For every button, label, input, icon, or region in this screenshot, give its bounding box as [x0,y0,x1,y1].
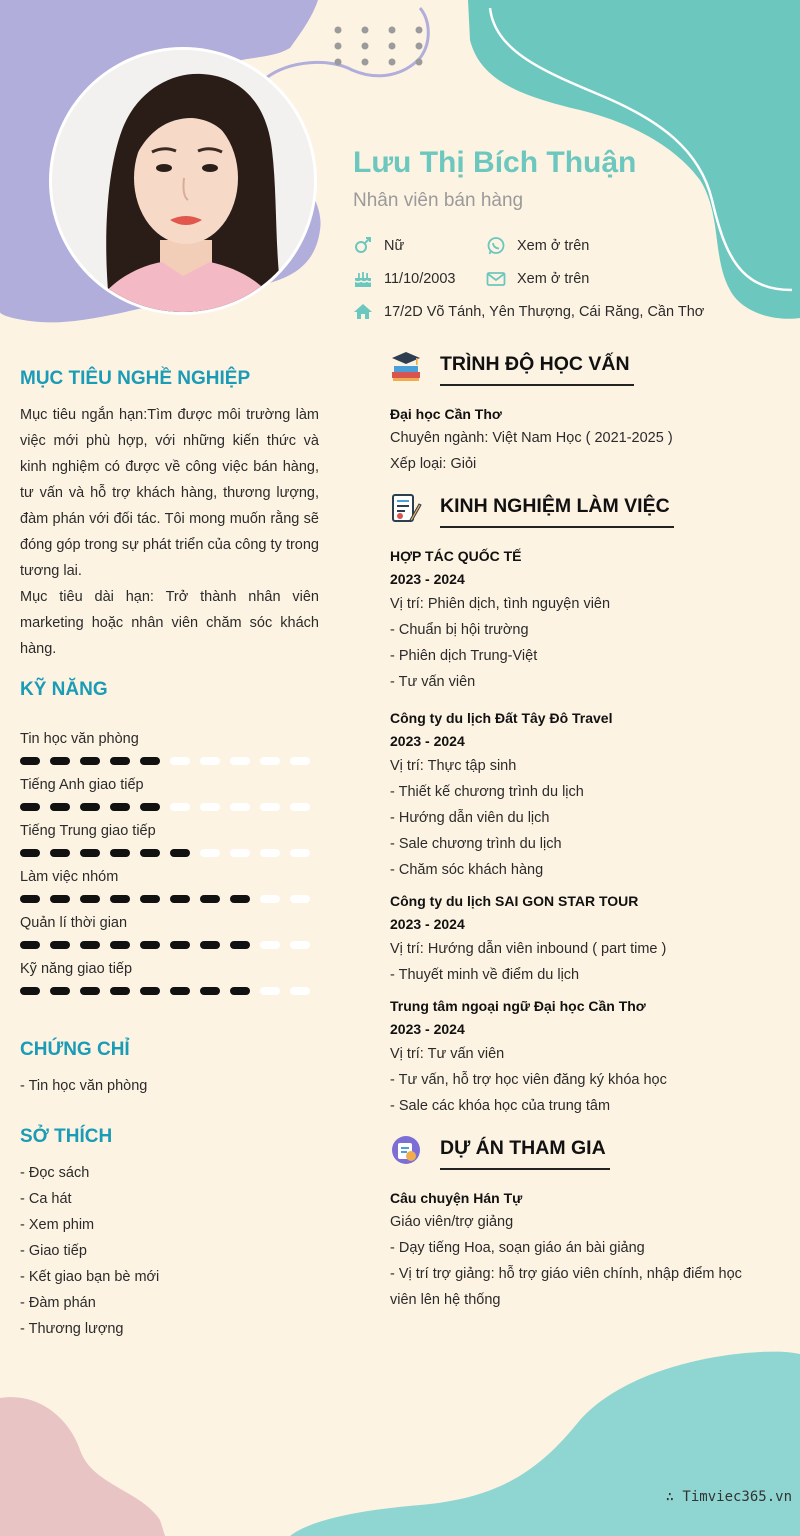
job-line: - Thuyết minh về điểm du lịch [390,967,580,983]
skill-dash-filled [140,849,160,857]
certificates-title: CHỨNG CHỈ [20,1039,130,1060]
skill-dash-filled [80,895,100,903]
pink-blob [0,1397,165,1536]
job-line: - Chăm sóc khách hàng [390,862,544,878]
job-line: - Tư vấn, hỗ trợ học viên đăng ký khóa học [390,1072,667,1088]
job-entry [390,890,770,988]
dot-grid [335,27,423,66]
skill-dash-filled [80,941,100,949]
teal-bottom-blob [290,1352,800,1536]
skill-dash-filled [50,987,70,995]
skill-level-bar [20,849,320,857]
skill-dash-filled [110,757,130,765]
skill-dash-empty [260,987,280,995]
projects-title: DỰ ÁN THAM GIA [440,1134,610,1170]
education-heading [390,350,634,386]
skill-dash-filled [170,849,190,857]
skill-dash-empty [260,895,280,903]
hobby-item: - Đọc sách [20,1165,90,1181]
job-line: Vị trí: Hướng dẫn viên inbound ( part time ) [390,941,667,957]
skill-dash-filled [110,895,130,903]
document-pen-icon [390,492,422,524]
skill-dash-empty [200,757,220,765]
watermark: ∴ Timviec365.vn [665,1489,792,1505]
job-line: Vị trí: Phiên dịch, tình nguyện viên [390,596,611,612]
skill-label: Tiếng Trung giao tiếp [20,823,156,839]
hobby-item: - Xem phim [20,1217,95,1233]
skill-dash-filled [170,941,190,949]
skill-dash-filled [230,987,250,995]
job-line: Vị trí: Tư vấn viên [390,1046,505,1062]
skill-dash-empty [170,803,190,811]
education-title: TRÌNH ĐỘ HỌC VẤN [440,350,634,386]
gender-text: Nữ [384,238,405,254]
hobby-item: - Đàm phán [20,1295,96,1311]
skill-label: Tin học văn phòng [20,731,139,747]
skill-dash-filled [80,849,100,857]
skill-dash-filled [50,941,70,949]
gender-item [353,236,404,256]
job-org: HỢP TÁC QUỐC TẾ [390,548,522,564]
skill-label: Kỹ năng giao tiếp [20,961,133,977]
skill-dash-empty [290,757,310,765]
skill-dash-filled [230,895,250,903]
skills-title: KỸ NĂNG [20,679,108,700]
experience-title: KINH NGHIỆM LÀM VIỆC [440,492,674,528]
objective-short: Mục tiêu ngắn hạn:Tìm được môi trường làm việc mới phù hợp, với những kiến thức và kinh nghiệm có được về công việc bán hàng, tư vấn và hỗ trợ khách hàng, thương lượng, đàm phán với đối tác. Tôi mong muốn rằng sẽ đóng góp trong sự phát triển của công ty trong tương lai. [20,407,319,579]
skill-dash-empty [260,849,280,857]
skill-dash-filled [50,849,70,857]
skill-dash-filled [80,987,100,995]
project-name: Câu chuyện Hán Tự [390,1190,523,1206]
skill-dash-filled [140,941,160,949]
job-org: Công ty du lịch SAI GON STAR TOUR [390,893,639,909]
skill-row [20,823,320,857]
home-icon [353,302,373,322]
project-line: - Dạy tiếng Hoa, soạn giáo án bài giảng [390,1240,645,1256]
skill-dash-filled [20,849,40,857]
skill-dash-filled [110,941,130,949]
skill-dash-empty [290,803,310,811]
skill-dash-filled [20,803,40,811]
envelope-icon [486,269,506,289]
address-item [353,302,704,322]
job-years: 2023 - 2024 [390,733,465,749]
skill-level-bar [20,803,320,811]
skill-dash-filled [200,987,220,995]
skill-dash-filled [80,757,100,765]
project-folder-icon [390,1134,422,1166]
job-org: Trung tâm ngoại ngữ Đại học Cần Thơ [390,998,646,1014]
skill-dash-filled [140,757,160,765]
job-years: 2023 - 2024 [390,916,465,932]
graduation-books-icon [390,350,422,382]
hobby-item: - Ca hát [20,1191,72,1207]
skill-dash-filled [110,849,130,857]
skill-dash-empty [230,757,250,765]
skill-dash-filled [110,803,130,811]
skill-dash-empty [230,849,250,857]
skill-dash-filled [50,757,70,765]
skill-dash-filled [230,941,250,949]
skill-row [20,961,320,995]
birthday-text: 11/10/2003 [384,271,456,287]
objective-title: MỤC TIÊU NGHỀ NGHIỆP [20,368,251,389]
skill-dash-empty [260,803,280,811]
skill-dash-empty [260,757,280,765]
major-text: Chuyên ngành: Việt Nam Học ( 2021-2025 ) [390,430,673,446]
job-entry [390,707,770,883]
skill-dash-filled [20,987,40,995]
skill-dash-filled [80,803,100,811]
skill-level-bar [20,987,320,995]
skill-dash-filled [50,895,70,903]
experience-heading [390,492,674,528]
skill-dash-empty [200,803,220,811]
job-line: - Hướng dẫn viên du lịch [390,810,550,826]
job-years: 2023 - 2024 [390,1021,465,1037]
gender-icon [353,236,373,256]
skill-dash-filled [140,803,160,811]
school-name: Đại học Cần Thơ [390,406,502,422]
candidate-name: Lưu Thị Bích Thuận [353,146,637,179]
project-line: - Vị trí trợ giảng: hỗ trợ giáo viên chính, nhập điểm học viên lên hệ thống [390,1266,742,1308]
skill-dash-filled [20,757,40,765]
skill-row [20,869,320,903]
email-item [486,269,589,289]
skill-dash-filled [170,895,190,903]
certificate-item: - Tin học văn phòng [20,1078,148,1094]
job-years: 2023 - 2024 [390,571,465,587]
address-text: 17/2D Võ Tánh, Yên Thượng, Cái Răng, Cần Thơ [384,304,705,320]
skill-dash-empty [290,987,310,995]
skill-dash-empty [290,941,310,949]
birthday-cake-icon [353,269,373,289]
skill-dash-filled [20,895,40,903]
projects-heading [390,1134,610,1170]
certificates-list [20,1073,147,1099]
hobbies-title: SỞ THÍCH [20,1126,113,1147]
education-entry [390,403,770,477]
objective-long: Mục tiêu dài hạn: Trở thành nhân viên marketing hoặc nhân viên chăm sóc khách hàng. [20,589,319,657]
project-role: Giáo viên/trợ giảng [390,1214,514,1230]
objective-text [20,402,319,662]
skill-dash-empty [290,849,310,857]
job-line: - Tư vấn viên [390,674,476,690]
skill-label: Quản lí thời gian [20,915,128,931]
job-line: - Sale chương trình du lịch [390,836,562,852]
whatsapp-icon [486,236,506,256]
skill-label: Làm việc nhóm [20,869,119,885]
skill-dash-filled [170,987,190,995]
grade-text: Xếp loại: Giỏi [390,456,477,472]
skill-dash-filled [20,941,40,949]
skill-row [20,915,320,949]
skill-dash-filled [140,895,160,903]
job-entry [390,545,770,695]
skill-level-bar [20,757,320,765]
phone-text: Xem ở trên [517,238,590,254]
birthday-item [353,269,456,289]
hobby-item: - Giao tiếp [20,1243,87,1259]
hobby-item: - Kết giao bạn bè mới [20,1269,160,1285]
candidate-role: Nhân viên bán hàng [353,190,524,211]
skill-dash-empty [230,803,250,811]
skill-dash-empty [170,757,190,765]
skill-dash-empty [200,849,220,857]
job-line: - Thiết kế chương trình du lịch [390,784,584,800]
project-entry [390,1187,770,1313]
profile-photo [52,50,314,312]
job-entry [390,995,770,1119]
job-org: Công ty du lịch Đất Tây Đô Travel [390,710,613,726]
job-line: - Phiên dịch Trung-Việt [390,648,538,664]
skill-dash-filled [200,895,220,903]
skill-dash-filled [200,941,220,949]
skill-level-bar [20,895,320,903]
job-line: - Sale các khóa học của trung tâm [390,1098,611,1114]
skill-label: Tiếng Anh giao tiếp [20,777,144,793]
email-text: Xem ở trên [517,271,590,287]
portrait-illustration [52,50,314,312]
skill-dash-empty [290,895,310,903]
skill-row [20,731,320,765]
skill-dash-filled [110,987,130,995]
job-line: - Chuẩn bị hội trường [390,622,529,638]
skill-level-bar [20,941,320,949]
job-line: Vị trí: Thực tập sinh [390,758,517,774]
skill-dash-empty [260,941,280,949]
hobby-item: - Thương lượng [20,1321,124,1337]
phone-item [486,236,589,256]
hobbies-list [20,1160,159,1342]
skill-row [20,777,320,811]
skill-dash-filled [50,803,70,811]
skill-dash-filled [140,987,160,995]
